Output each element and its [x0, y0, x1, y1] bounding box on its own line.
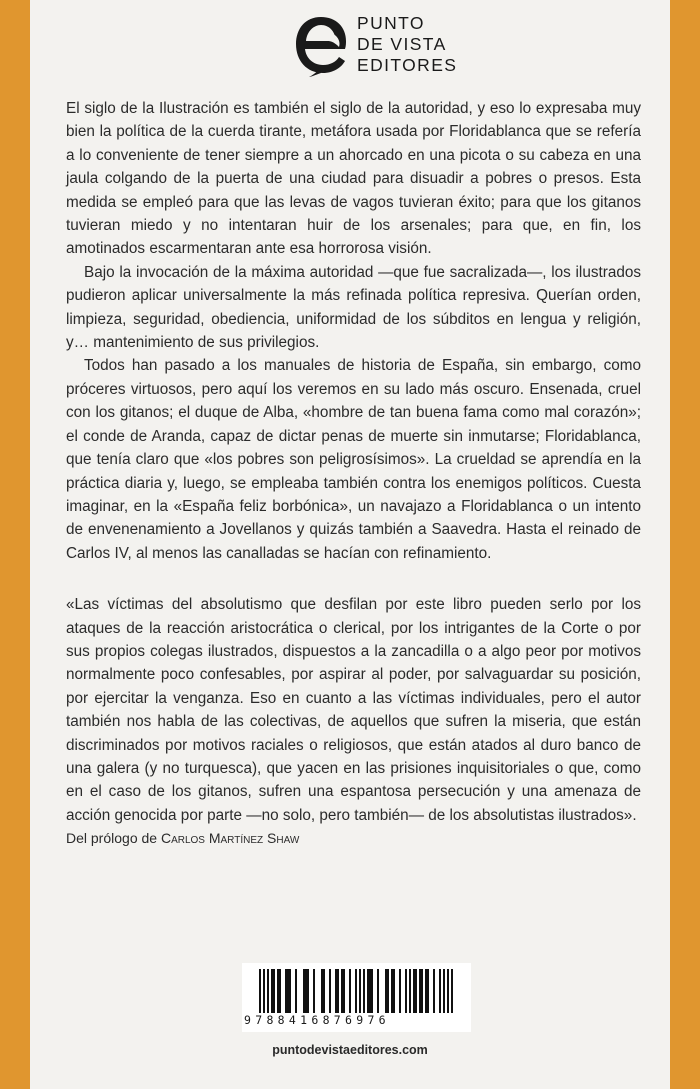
- barcode-bar: [321, 969, 325, 1013]
- barcode-bar: [367, 969, 373, 1013]
- barcode-bar: [413, 969, 417, 1013]
- back-cover-panel: [30, 0, 670, 1089]
- barcode-bars: [259, 969, 455, 1013]
- barcode-bar: [419, 969, 423, 1013]
- barcode-bar: [399, 969, 401, 1013]
- barcode-digits: 9788416876976: [244, 1013, 390, 1027]
- barcode-bar: [363, 969, 365, 1013]
- barcode-bar: [267, 969, 269, 1013]
- barcode-bar: [259, 969, 261, 1013]
- blurb-text: [66, 97, 641, 851]
- barcode-bar: [409, 969, 411, 1013]
- publisher-logo: [293, 4, 457, 84]
- barcode-bar: [425, 969, 429, 1013]
- barcode-bar: [349, 969, 351, 1013]
- barcode-bar: [263, 969, 265, 1013]
- barcode-bar: [355, 969, 357, 1013]
- quote-attribution: [66, 827, 641, 850]
- barcode-bar: [341, 969, 345, 1013]
- barcode-bar: [359, 969, 361, 1013]
- publisher-name: [357, 13, 457, 76]
- blurb-paragraph-3: Todos han pasado a los manuales de historia de España, sin embargo, como próceres virtuosos, pero aquí los veremos en su lado más oscuro. Ensenada, cruel con los gitanos; el duque de Alba, «hombre de tan buena fama como mal corazón»; el conde de Aranda, capaz de dictar penas de muerte sin inmutarse; Floridablanca, que tenía claro que «los pobres son peligrosísimos». La crueldad se aprendía en la práctica diaria y, luego, se empleaba también contra los enemigos políticos. Cuesta imaginar, en la «España feliz borbónica», un navajazo a Floridablanca o un intento de envenenamiento a Jovellanos y quizás también a Saavedra. Hasta el reinado de Carlos IV, al menos las canalladas se hacían con refinamiento.: [66, 357, 641, 562]
- barcode-bar: [377, 969, 379, 1013]
- attribution-author: Carlos Martínez Shaw: [160, 830, 300, 847]
- barcode-bar: [335, 969, 339, 1013]
- barcode-bar: [385, 969, 389, 1013]
- barcode-bar: [329, 969, 331, 1013]
- prologue-quote: «Las víctimas del absolutismo que desfilan por este libro pueden serlo por los ataques de la reacción aristocrática o clerical, por los intrigantes de la Corte o por sus propios colegas ilustrados, dispuestos a la zancadilla o a algo peor por motivos normalmente poco confesables, por aspirar al poder, por salvaguardar su posición, por ejercitar la venganza. Eso en cuanto a las víctimas individuales, pero el autor también nos habla de las colectivas, de aquellos que sufren la miseria, que están discriminados por motivos raciales o religiosos, que están atados al duro banco de una galera (y no turquesca), que yacen en las prisiones inquisitoriales o que, como en el caso de los gitanos, sufren una espantosa persecución y una amenaza de acción genocida por parte —no solo, pero también— de los absolutistas ilustrados».: [66, 596, 641, 824]
- publisher-website: puntodevistaeditores.com: [272, 1043, 428, 1057]
- blurb-paragraph-2: Bajo la invocación de la máxima autoridad —que fue sacralizada—, los ilustrados pudieron aplicar universalmente la más refinada política represiva. Querían orden, limpieza, seguridad, obediencia, uniformidad de los súbditos en lengua y religión, y… mantenimiento de sus privilegios.: [66, 263, 641, 352]
- blurb-paragraph-1: El siglo de la Ilustración es también el siglo de la autoridad, y eso lo expresaba muy bien la política de la cuerda tirante, metáfora usada por Floridablanca que se refería a lo conveniente de tener siempre a un ahorcado en una picota o su cabeza en una jaula colgando de la puerta de una ciudad para disuadir a pobres o presos. Esta medida se empleó para que las levas de vagos tuvieran éxito; para que los gitanos tuvieran miedo y no intentaran huir de los arsenales; para que, en fin, los amotinados escarmentaran ante esa horrorosa visión.: [66, 100, 641, 258]
- barcode-bar: [443, 969, 445, 1013]
- barcode-bar: [391, 969, 395, 1013]
- barcode-bar: [285, 969, 291, 1013]
- attribution-prefix: Del prólogo de: [66, 830, 158, 847]
- barcode-bar: [451, 969, 453, 1013]
- barcode-bar: [313, 969, 315, 1013]
- publisher-name-line3: EDITORES: [357, 54, 458, 75]
- isbn-barcode: [242, 963, 471, 1032]
- e-swirl-logo-icon: [293, 11, 349, 77]
- barcode-bar: [405, 969, 407, 1013]
- barcode-bar: [303, 969, 309, 1013]
- barcode-bar: [439, 969, 441, 1013]
- publisher-name-line2: DE VISTA: [357, 33, 447, 54]
- barcode-bar: [433, 969, 435, 1013]
- barcode-bar: [295, 969, 297, 1013]
- barcode-bar: [277, 969, 281, 1013]
- publisher-name-line1: PUNTO: [357, 12, 425, 33]
- barcode-bar: [271, 969, 275, 1013]
- barcode-bar: [447, 969, 449, 1013]
